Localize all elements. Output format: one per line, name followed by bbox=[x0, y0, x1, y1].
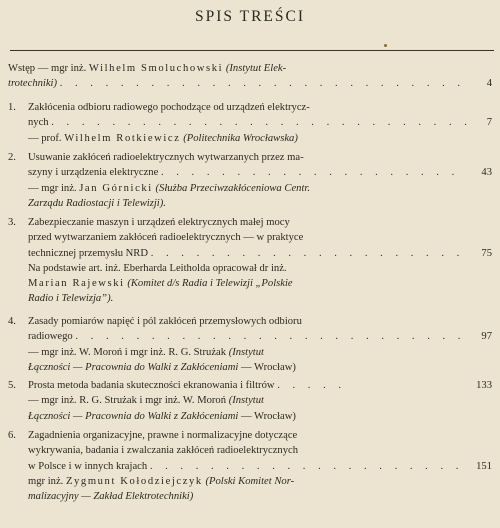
toc-entry-6[interactable]: 6. Zagadnienia organizacyjne, prawne i normalizacyjne dotyczące wykrywania, badania i zwalczania zakłóceń radioelektrycznych w Polsce i w innych krajach . . . . . . . . . . . . . . . . . . . . . 151 mgr inż. Zygmunt Kołodziejczyk (Polski Komitet Nor- malizacyjny — Zakład Elektrotechniki) bbox=[8, 430, 492, 503]
entry-number: 6. bbox=[8, 430, 16, 441]
entry-number: 3. bbox=[8, 217, 16, 228]
author-name: Jan Górnicki bbox=[79, 182, 153, 194]
page-title: SPIS TREŚCI bbox=[194, 8, 305, 25]
author-name: Wilhelm Smoluchowski bbox=[88, 63, 224, 74]
institution: (Instytut Elek- bbox=[225, 63, 287, 74]
title-divider bbox=[10, 50, 494, 51]
entry-number: 5. bbox=[8, 380, 16, 391]
institution: (Polski Komitet Nor- bbox=[205, 475, 295, 487]
institution: (Instytut bbox=[228, 346, 264, 358]
author-name: Marian Rajewski bbox=[28, 278, 125, 290]
institution: (Służba Przeciwzakłóceniowa Centr. bbox=[155, 182, 310, 194]
toc-entry-4[interactable]: 4. Zasady pomiarów napięć i pól zakłóceń przemysłowych odbioru radiowego . . . . . . . . . . . . . . . . . . . . . . . . . . 97 — mgr inż. W. Moroń i mgr inż. R. G. Strużak (Instytut Łączności — Pracownia do Walki z Zakłóceniami — Wrocław) bbox=[8, 316, 492, 373]
ink-speck bbox=[384, 44, 387, 47]
institution: (Politechnika Wrocławska) bbox=[183, 132, 298, 144]
toc-entry-2[interactable]: 2. Usuwanie zakłóceń radioelektrycznych wytwarzanych przez ma- szyny i urządzenia elektryczne . . . . . . . . . . . . . . . . . . . . 43 — mgr inż. Jan Górnicki (Służba Przeciwzakłóceniowa Centr. Zarządu Radiostacji i Telewizji). bbox=[8, 152, 492, 209]
institution: (Komitet d/s Radia i Telewizji „Polskie bbox=[127, 278, 293, 290]
entry-number: 4. bbox=[8, 316, 16, 327]
leader-dots: . . . . . . . . . . . . . . . . . . . . bbox=[160, 167, 460, 179]
leader-dots: . . . . . . . . . . . . . . . . . . . . . bbox=[149, 460, 464, 472]
toc-entry-intro[interactable]: Wstęp — mgr inż. Wilhelm Smoluchowski (Instytut Elek- trotechniki) . . . . . . . . . . . . . . . . . . . . . . . . . . . 4 bbox=[8, 61, 496, 92]
page-number: 75 bbox=[481, 247, 492, 259]
entry-number: 2. bbox=[8, 152, 16, 163]
toc-entry-3[interactable]: 3. Zabezpieczanie maszyn i urządzeń elektrycznych małej mocy przed wytwarzaniem zakłóceń radioelektrycznych — w praktyce technicznej przemysłu NRD . . . . . . . . . . . . . . . . . . . . . 75 Na podstawie art. inż. Eberharda Leitholda opracował dr inż. Marian Rajewski (Komitet d/s Radia i Telewizji „Polskie Radio i Telewizja”). bbox=[8, 217, 492, 305]
page-number: 43 bbox=[481, 167, 492, 179]
author-name: Zygmunt Kołodziejczyk bbox=[65, 475, 203, 487]
toc-entry-5[interactable]: 5. Prosta metoda badania skuteczności ekranowania i filtrów . . . . . 133 — mgr inż. R. G. Strużak i mgr inż. W. Moroń (Instytut Łączności — Pracownia do Walki z Zakłóceniami — Wrocław) bbox=[8, 380, 492, 422]
leader-dots: . . . . . . . . . . . . . . . . . . . . . . . . . . . bbox=[59, 78, 466, 90]
leader-dots: . . . . . . . . . . . . . . . . . . . . . . . . . . bbox=[75, 331, 466, 343]
page-number: 7 bbox=[486, 117, 492, 129]
toc-entry-1[interactable]: 1. Zakłócenia odbioru radiowego pochodzące od urządzeń elektrycz- nych . . . . . . . . . . . . . . . . . . . . . . . . . . . . 7 — prof. Wilhelm Rotkiewicz (Politechnika Wrocławska) bbox=[8, 102, 492, 144]
author-line: — mgr inż. W. Moroń i mgr inż. R. G. Strużak bbox=[28, 346, 227, 358]
page-number: 133 bbox=[476, 380, 492, 391]
page-number: 97 bbox=[481, 331, 492, 343]
page-number: 4 bbox=[486, 78, 492, 90]
author-line: — mgr inż. R. G. Strużak i mgr inż. W. Moroń bbox=[28, 395, 227, 407]
leader-dots: . . . . . bbox=[277, 380, 347, 391]
leader-dots: . . . . . . . . . . . . . . . . . . . . . . . . . . . . bbox=[51, 117, 472, 129]
leader-dots: . . . . . . . . . . . . . . . . . . . . . bbox=[150, 247, 465, 259]
page-number: 151 bbox=[476, 460, 492, 472]
author-name: Wilhelm Rotkiewicz bbox=[64, 132, 181, 144]
institution: (Instytut bbox=[228, 395, 264, 407]
entry-number: 1. bbox=[8, 102, 16, 113]
